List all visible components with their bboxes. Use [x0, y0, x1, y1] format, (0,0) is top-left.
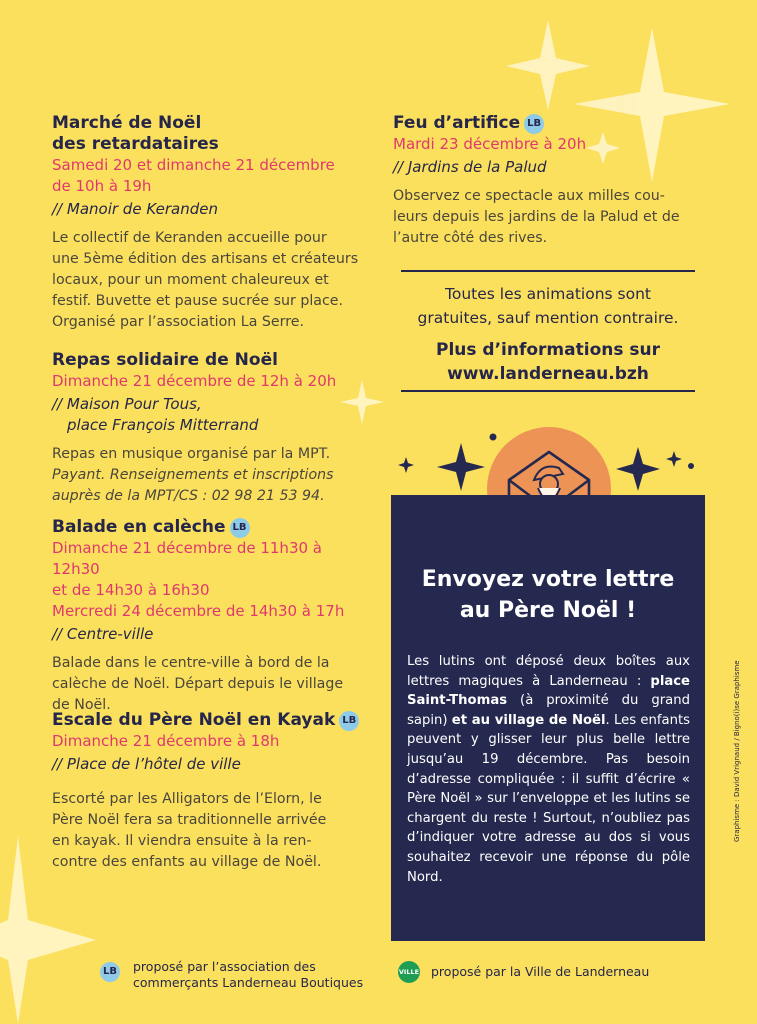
event-santa-kayak	[52, 710, 382, 873]
event-place: // Maison Pour Tous,	[52, 395, 202, 413]
desc-line: calèche de Noël. Départ depuis le village	[52, 676, 344, 692]
desc-line: Le collectif de Keranden accueille pour	[52, 230, 327, 246]
event-date: Dimanche 21 décembre de 11h30 à 12h30	[52, 539, 322, 578]
event-place: place François Mitterrand	[67, 416, 259, 434]
event-date: Dimanche 21 décembre de 12h à 20h	[52, 372, 337, 390]
desc-line: une 5ème édition des artisans et créateurs	[52, 251, 359, 267]
event-title-row	[393, 113, 713, 134]
event-solidarity-meal	[52, 350, 372, 507]
event-carriage-ride	[52, 517, 372, 716]
event-title: Feu d’artifice	[393, 113, 521, 133]
event-date: de 10h à 19h	[52, 177, 152, 195]
desc-line: Organisé par l’association La Serre.	[52, 314, 304, 330]
letter-text: . Les enfants peuvent y glisser leur plus belle lettre jusqu’au 19 décembre. Pas besoin d’adresse compliquée : il suffit d’écrire « Père Noël » sur l’enveloppe et les lutins se chargent du reste ! Surtout, n’oubliez pas d’indiquer votre adresse au dos si vous souhaitez recevoir une réponse du pôle Nord.	[407, 712, 690, 885]
info-block	[391, 282, 705, 386]
event-date: Mercredi 24 décembre de 14h30 à 17h	[52, 602, 345, 620]
letter-body	[407, 652, 690, 887]
event-description	[52, 789, 382, 873]
letter-title	[391, 564, 705, 626]
event-date: Dimanche 21 décembre à 18h	[52, 732, 280, 750]
star-icon	[398, 457, 414, 473]
desc-line: festif. Buvette et pause sucrée sur place.	[52, 293, 344, 309]
dot-icon	[490, 434, 497, 441]
event-date: Samedi 20 et dimanche 21 décembre	[52, 156, 335, 174]
event-description	[52, 653, 372, 716]
divider-bottom	[401, 390, 695, 392]
sparkle-icon	[506, 20, 590, 110]
letter-title-line: Envoyez votre lettre	[421, 567, 675, 592]
desc-line: Repas en musique organisé par la MPT.	[52, 446, 331, 462]
desc-line: contre des enfants au village de Noël.	[52, 854, 322, 870]
event-date: Mardi 23 décembre à 20h	[393, 135, 587, 153]
legend-line: proposé par la Ville de Landerneau	[431, 964, 650, 979]
desc-line: en kayak. Il viendra ensuite à la ren-	[52, 833, 312, 849]
letter-text: Les lutins ont déposé deux boîtes aux lettres magiques à Landerneau :	[407, 654, 690, 689]
letter-to-santa-box	[391, 495, 705, 941]
free-notice-line: gratuites, sauf mention contraire.	[417, 309, 679, 327]
dot-icon	[688, 463, 694, 469]
event-title: Marché de Noël des retardataires	[52, 113, 219, 154]
legend-text	[133, 959, 393, 991]
star-icon	[437, 443, 485, 491]
legend-line: commerçants Landerneau Boutiques	[133, 975, 364, 990]
event-place: // Centre-ville	[52, 625, 154, 643]
event-title: Escale du Père Noël en Kayak	[52, 710, 336, 730]
divider-top	[401, 270, 695, 272]
desc-line: locaux, pour un moment chaleureux et	[52, 272, 329, 288]
star-icon	[666, 451, 682, 467]
event-description	[52, 444, 372, 507]
event-christmas-market	[52, 113, 362, 333]
event-title-row	[52, 517, 372, 538]
event-description	[393, 186, 713, 249]
letter-text: (à proximité du grand sapin)	[407, 693, 690, 728]
lb-badge-icon: LB	[230, 518, 250, 538]
event-place: // Manoir de Keranden	[52, 200, 218, 218]
event-date: et de 14h30 à 16h30	[52, 581, 210, 599]
event-title: Balade en calèche	[52, 517, 226, 537]
desc-line: leurs depuis les jardins de la Palud et de	[393, 209, 680, 225]
lb-badge-icon: LB	[524, 114, 544, 134]
event-title: Repas solidaire de Noël	[52, 350, 278, 370]
event-place: // Jardins de la Palud	[393, 158, 547, 176]
lb-badge-icon: LB	[100, 962, 120, 982]
letter-bold: et au village de Noël	[451, 712, 606, 728]
legend-line: proposé par l’association des	[133, 959, 316, 974]
event-place: // Place de l’hôtel de ville	[52, 755, 241, 773]
event-description	[52, 228, 362, 333]
letter-title-line: au Père Noël !	[459, 598, 637, 623]
event-fireworks	[393, 113, 713, 249]
desc-line: Père Noël fera sa traditionnelle arrivée	[52, 812, 327, 828]
desc-line: l’autre côté des rives.	[393, 230, 548, 246]
letter-bold: place Saint-Thomas	[407, 673, 690, 709]
desc-line: Escorté par les Alligators de l’Elorn, le	[52, 791, 322, 807]
desc-line: Payant. Renseignements et inscriptions	[52, 467, 334, 483]
desc-line: auprès de la MPT/CS : 02 98 21 53 94.	[52, 488, 325, 504]
more-info-line: Plus d’informations sur	[435, 340, 660, 360]
website-link[interactable]: www.landerneau.bzh	[447, 364, 649, 384]
desc-line: de Noël.	[52, 697, 111, 713]
desc-line: Balade dans le centre-ville à bord de la	[52, 655, 330, 671]
star-icon	[616, 447, 660, 491]
design-credit: Graphisme : David Vrignaud / Bigno(i)se Graphisme	[733, 660, 741, 842]
ville-badge-icon: VILLE	[398, 961, 420, 983]
free-notice-line: Toutes les animations sont	[445, 285, 651, 303]
event-title-row	[52, 710, 382, 731]
lb-badge-icon: LB	[339, 711, 359, 731]
desc-line: Observez ce spectacle aux milles cou-	[393, 188, 665, 204]
